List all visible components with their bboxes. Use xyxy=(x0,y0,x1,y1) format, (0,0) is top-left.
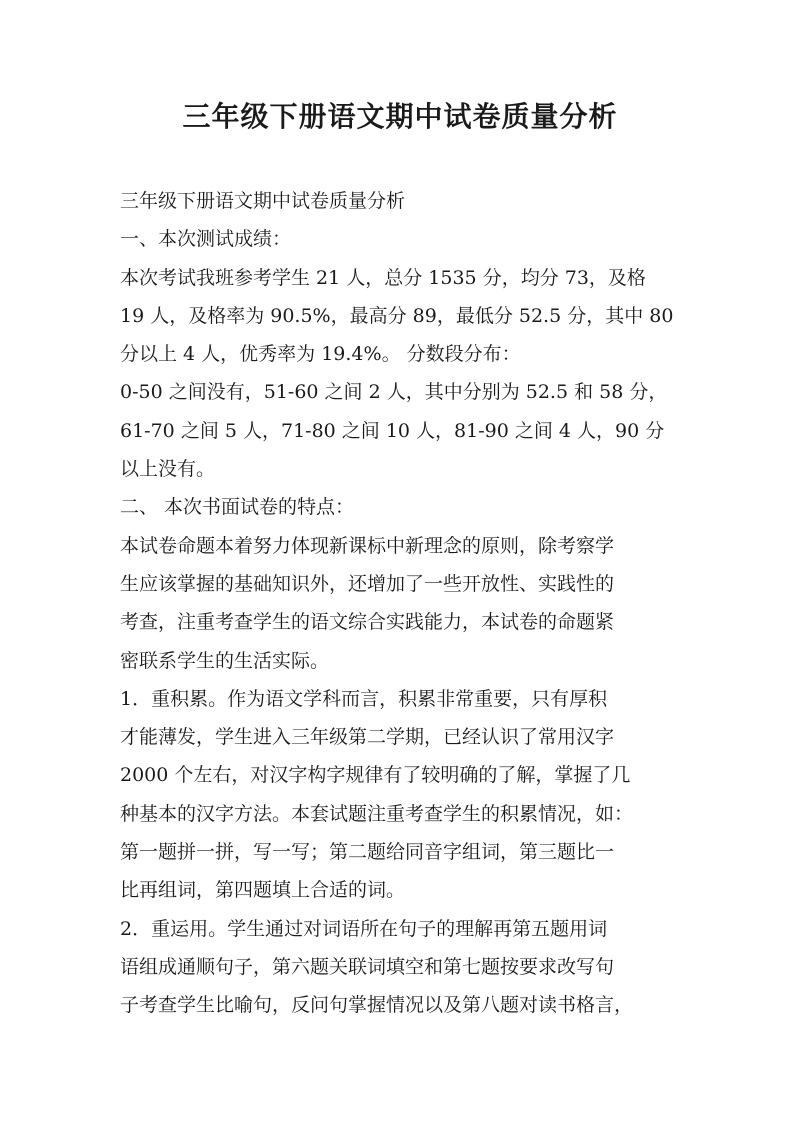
body-line: 密联系学生的生活实际。 xyxy=(120,649,330,672)
body-line: 第一题拼一拼，写一写；第二题给同音字组词，第三题比一 xyxy=(120,841,615,864)
body-line: 语组成通顺句子，第六题关联词填空和第七题按要求改写句 xyxy=(120,955,615,978)
body-line: 才能薄发，学生进入三年级第二学期，已经认识了常用汉字 xyxy=(120,726,615,749)
body-line: 考查，注重考查学生的语文综合实践能力，本试卷的命题紧 xyxy=(120,611,615,634)
body-line: 1．重积累。作为语文学科而言，积累非常重要，只有厚积 xyxy=(120,687,608,710)
document-body xyxy=(120,182,685,1025)
body-line: 子考查学生比喻句，反问句掌握情况以及第八题对读书格言， xyxy=(120,994,634,1017)
document-title: 三年级下册语文期中试卷质量分析 xyxy=(182,100,618,133)
body-line: 0-50 之间没有，51-60 之间 2 人，其中分别为 52.5 和 58 分， xyxy=(120,381,668,404)
body-line: 分以上 4 人，优秀率为 19.4%。 分数段分布： xyxy=(120,343,521,366)
body-line: 种基本的汉字方法。本套试题注重考查学生的积累情况，如： xyxy=(120,802,634,825)
section-heading-features: 二、 本次书面试卷的特点： xyxy=(120,496,355,519)
body-line: 三年级下册语文期中试卷质量分析 xyxy=(120,190,406,212)
body-line: 以上没有。 xyxy=(120,458,216,481)
body-line: 61-70 之间 5 人，71-80 之间 10 人，81-90 之间 4 人，90 分 xyxy=(120,419,665,442)
body-line: 2000 个左右，对汉字构字规律有了较明确的了解，掌握了几 xyxy=(120,764,631,787)
body-line: 生应该掌握的基础知识外，还增加了一些开放性、实践性的 xyxy=(120,572,615,595)
body-line: 本次考试我班参考学生 21 人，总分 1535 分，均分 73，及格 xyxy=(120,266,646,289)
body-line: 比再组词，第四题填上合适的词。 xyxy=(120,879,406,902)
body-line: 本试卷命题本着努力体现新课标中新理念的原则，除考察学 xyxy=(120,534,615,557)
body-line: 19 人，及格率为 90.5%，最高分 89，最低分 52.5 分，其中 80 xyxy=(120,304,674,327)
body-line: 2．重运用。学生通过对词语所在句子的理解再第五题用词 xyxy=(120,917,608,940)
section-heading-scores: 一、本次测试成绩： xyxy=(120,228,292,251)
